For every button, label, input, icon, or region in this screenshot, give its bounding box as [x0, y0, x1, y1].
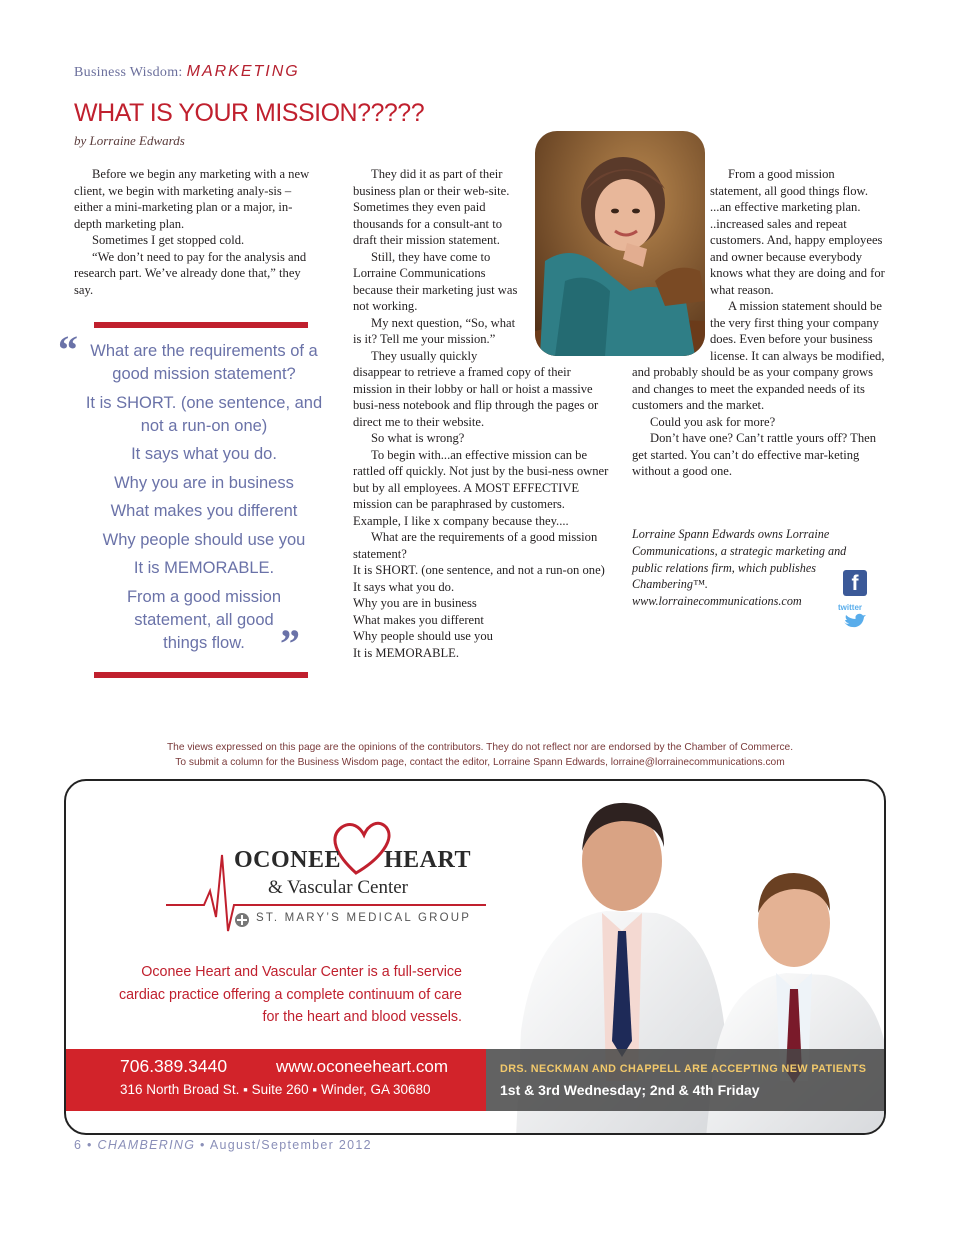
close-quote-mark: ”	[280, 621, 300, 666]
paragraph: They did it as part of their business plan or their web-site. Sometimes they even paid thousands for a consult-ant to draft their mission statement.	[353, 167, 510, 247]
twitter-icon[interactable]	[842, 612, 866, 632]
issue-date: August/September 2012	[209, 1138, 372, 1152]
ad-phone[interactable]: 706.389.3440	[120, 1056, 228, 1076]
paragraph: So what is wrong?	[371, 431, 465, 445]
pull-quote-line: It is SHORT. (one sentence, and not a run-on one)	[85, 393, 323, 435]
list-item: Why people should use you	[353, 629, 493, 643]
facebook-icon[interactable]: f	[843, 570, 867, 596]
page-number: 6	[74, 1138, 83, 1152]
list-item: It is SHORT. (one sentence, and not a run-on one)	[353, 563, 605, 577]
paragraph: Still, they have come to Lorraine Communications because their marketing just was not working.	[353, 249, 518, 313]
ad-brand-subname: & Vascular Center	[268, 877, 408, 898]
publication-name: CHAMBERING	[97, 1138, 196, 1152]
quote-divider-bottom	[94, 672, 308, 678]
pull-quote	[84, 340, 324, 660]
section-label	[74, 63, 300, 81]
list-item: It says what you do.	[353, 579, 455, 594]
paragraph: From a good mission statement, all good things flow. ...an effective marketing plan. ..increased sales and repeat customers. And, happy employees and owner because everybody knows what they are doing and for what reason.	[710, 167, 885, 297]
section-name: Business Wisdom:	[74, 65, 183, 80]
ad-brand-name-left: OCONEE	[234, 847, 342, 873]
photo-wrap-space	[632, 166, 710, 362]
pull-quote-line: It is MEMORABLE.	[133, 559, 275, 577]
paragraph: “We don’t need to pay for the analysis and research part. We’ve already done that,” they say.	[74, 249, 307, 297]
footer-separator: •	[87, 1138, 93, 1152]
list-item: Why you are in business	[353, 596, 477, 610]
byline: by Lorraine Edwards	[74, 133, 185, 148]
quote-divider-top	[94, 322, 308, 328]
pull-quote-line: Why you are in business	[114, 473, 294, 492]
pull-quote-line: What makes you different	[110, 502, 298, 520]
ad-website-link[interactable]: www.oconeeheart.com	[276, 1057, 448, 1076]
disclaimer	[80, 740, 880, 770]
list-item: What makes you different	[353, 612, 484, 627]
list-item: It is MEMORABLE.	[353, 645, 460, 660]
ad-contact-bar	[66, 1049, 486, 1111]
twitter-label[interactable]: twitter	[838, 603, 862, 612]
advertisement[interactable]	[64, 779, 886, 1135]
author-bio: Lorraine Spann Edwards owns Lorraine Communications, a strategic marketing and public relations firm, which publishes Chambering™. www.lorrainecommunications.com	[632, 527, 847, 609]
paragraph: They usually quickly disappear to retrieve a framed copy of their mission in their lobby or hall or hoist a massive busi-ness notebook and flip through the pages or direct me to their website.	[353, 348, 599, 429]
article-title: WHAT IS YOUR MISSION?????	[74, 99, 425, 127]
ad-description: Oconee Heart and Vascular Center is a full-service cardiac practice offering a complete continuum of care for the heart and blood vessels.	[118, 964, 462, 1025]
footer-separator: •	[200, 1138, 206, 1152]
pull-quote-line: It says what you do.	[131, 445, 277, 463]
ad-brand-name-right: HEART	[384, 847, 472, 873]
disclaimer-line: To submit a column for the Business Wisdom page, contact the editor, Lorraine Spann Edwards, lorraine@lorrainecommunications.com	[175, 757, 785, 768]
paragraph: My next question, “So, what is it? Tell me your mission.”	[353, 315, 516, 346]
paragraph: Could you ask for more?	[650, 414, 776, 429]
paragraph: To begin with...an effective mission can be rattled off quickly. Not just by the busi-ness owner but by all employees. A MOST EFFECTIVE mission can be paraphrased by customers. Example, I like x company because they....	[353, 447, 609, 528]
page-footer	[74, 1138, 372, 1152]
ad-schedule: 1st & 3rd Wednesday; 2nd & 4th Friday	[500, 1082, 760, 1098]
pull-quote-line: Why people should use you	[102, 530, 306, 549]
paragraph: What are the requirements of a good mission statement?	[353, 530, 598, 561]
open-quote-mark: “	[58, 327, 78, 372]
ad-schedule-bar	[486, 1049, 886, 1111]
section-subname: MARKETING	[186, 63, 300, 80]
pull-quote-line: What are the requirements of a good mission statement?	[90, 342, 318, 383]
paragraph: A mission statement should be the very first thing your company does. Even before your business license. It can always be modified, and probably should be as your company grows and changes to meet the expanded needs of its customers and the market.	[632, 299, 885, 412]
paragraph: Don’t have one? Can’t rattle yours off? Then get started. You can’t do effective mar-keting without a good one.	[632, 431, 877, 478]
ad-address: 316 North Broad St. ▪ Suite 260 ▪ Winder, GA 30680	[120, 1082, 431, 1097]
disclaimer-line: The views expressed on this page are the opinions of the contributors. They do not reflect nor are endorsed by the Chamber of Commerce.	[166, 742, 794, 753]
ad-medical-group: ST. MARY’S MEDICAL GROUP	[256, 912, 472, 924]
article-column-1	[74, 166, 318, 298]
pull-quote-line: From a good mission statement, all good things flow.	[126, 587, 282, 652]
ad-accepting-patients: DRS. NECKMAN AND CHAPPELL ARE ACCEPTING NEW PATIENTS	[500, 1063, 867, 1075]
paragraph: Before we begin any marketing with a new client, we begin with marketing analy-sis –either a mini-marketing plan or a major, in-depth marketing plan.	[74, 167, 310, 231]
article-column-3	[632, 166, 886, 480]
paragraph: Sometimes I get stopped cold.	[92, 233, 245, 247]
